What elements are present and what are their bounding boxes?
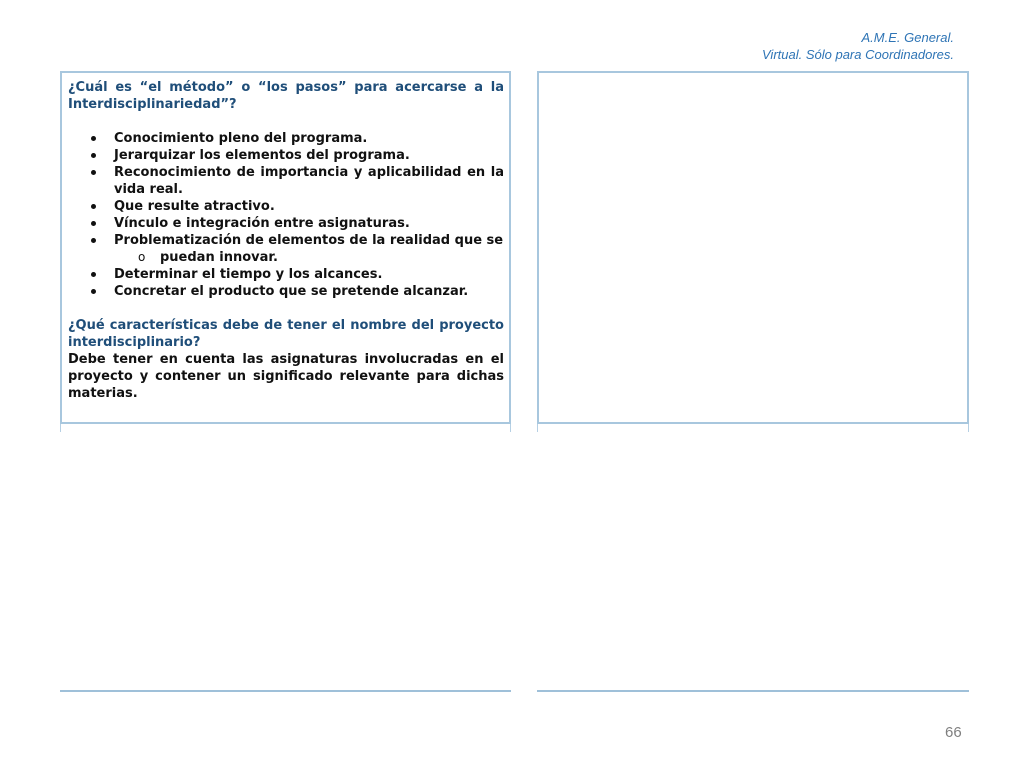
header-line-2: Virtual. Sólo para Coordinadores. — [762, 47, 954, 62]
answer-line-1: Debe tener en cuenta las asignaturas involucradas en el — [68, 352, 504, 367]
list-item-text: Determinar el tiempo y los alcances. — [114, 267, 383, 282]
steps-list — [68, 130, 504, 300]
list-item — [68, 164, 504, 198]
table-divider — [537, 424, 538, 432]
table-divider — [60, 424, 61, 432]
answer-project-name — [68, 351, 504, 402]
list-item — [68, 198, 504, 215]
bullet-icon — [91, 170, 96, 175]
sub-list-item-text: puedan innovar. — [160, 250, 278, 265]
list-item-text: Problematización de elementos de la realidad que se — [114, 233, 504, 248]
bottom-rule-right — [537, 690, 969, 692]
document-header — [762, 29, 954, 63]
table-divider — [510, 424, 511, 432]
question-method — [68, 79, 504, 113]
list-item-text: Jerarquizar los elementos del programa. — [114, 148, 410, 163]
question-project-name — [68, 317, 504, 351]
bullet-icon — [91, 136, 96, 141]
page-number: 66 — [945, 724, 962, 741]
question-method-line-2: Interdisciplinariedad”? — [68, 97, 237, 112]
sub-bullet-icon: o — [138, 250, 146, 264]
bullet-icon — [91, 272, 96, 277]
question-project-name-line-2: interdisciplinario? — [68, 335, 201, 350]
question-method-line-1: ¿Cuál es “el método” o “los pasos” para acercarse a la — [68, 80, 504, 95]
list-item — [68, 130, 504, 147]
list-item-text: Vínculo e integración entre asignaturas. — [114, 216, 410, 231]
list-item — [68, 232, 504, 249]
bullet-icon — [91, 153, 96, 158]
bullet-icon — [91, 238, 96, 243]
table-divider — [968, 424, 969, 432]
list-item-text-continued: vida real. — [114, 182, 183, 197]
list-item-text: Reconocimiento de importancia y aplicabilidad en la — [114, 165, 504, 180]
left-content-box — [60, 71, 511, 424]
header-line-1: A.M.E. General. — [861, 30, 954, 45]
right-content-box — [537, 71, 969, 424]
list-item — [68, 283, 504, 300]
bottom-rule-left — [60, 690, 511, 692]
list-item — [68, 215, 504, 232]
list-item-text: Concretar el producto que se pretende alcanzar. — [114, 284, 469, 299]
bullet-icon — [91, 289, 96, 294]
left-box-content — [68, 79, 504, 402]
list-item-text: Que resulte atractivo. — [114, 199, 275, 214]
sub-list-item — [68, 249, 504, 266]
bullet-icon — [91, 221, 96, 226]
answer-line-2: proyecto y contener un significado relevante para dichas — [68, 369, 504, 384]
question-project-name-line-1: ¿Qué características debe de tener el nombre del proyecto — [68, 318, 504, 333]
list-item-text: Conocimiento pleno del programa. — [114, 131, 368, 146]
list-item — [68, 266, 504, 283]
answer-line-3: materias. — [68, 386, 138, 401]
bullet-icon — [91, 204, 96, 209]
list-item — [68, 147, 504, 164]
